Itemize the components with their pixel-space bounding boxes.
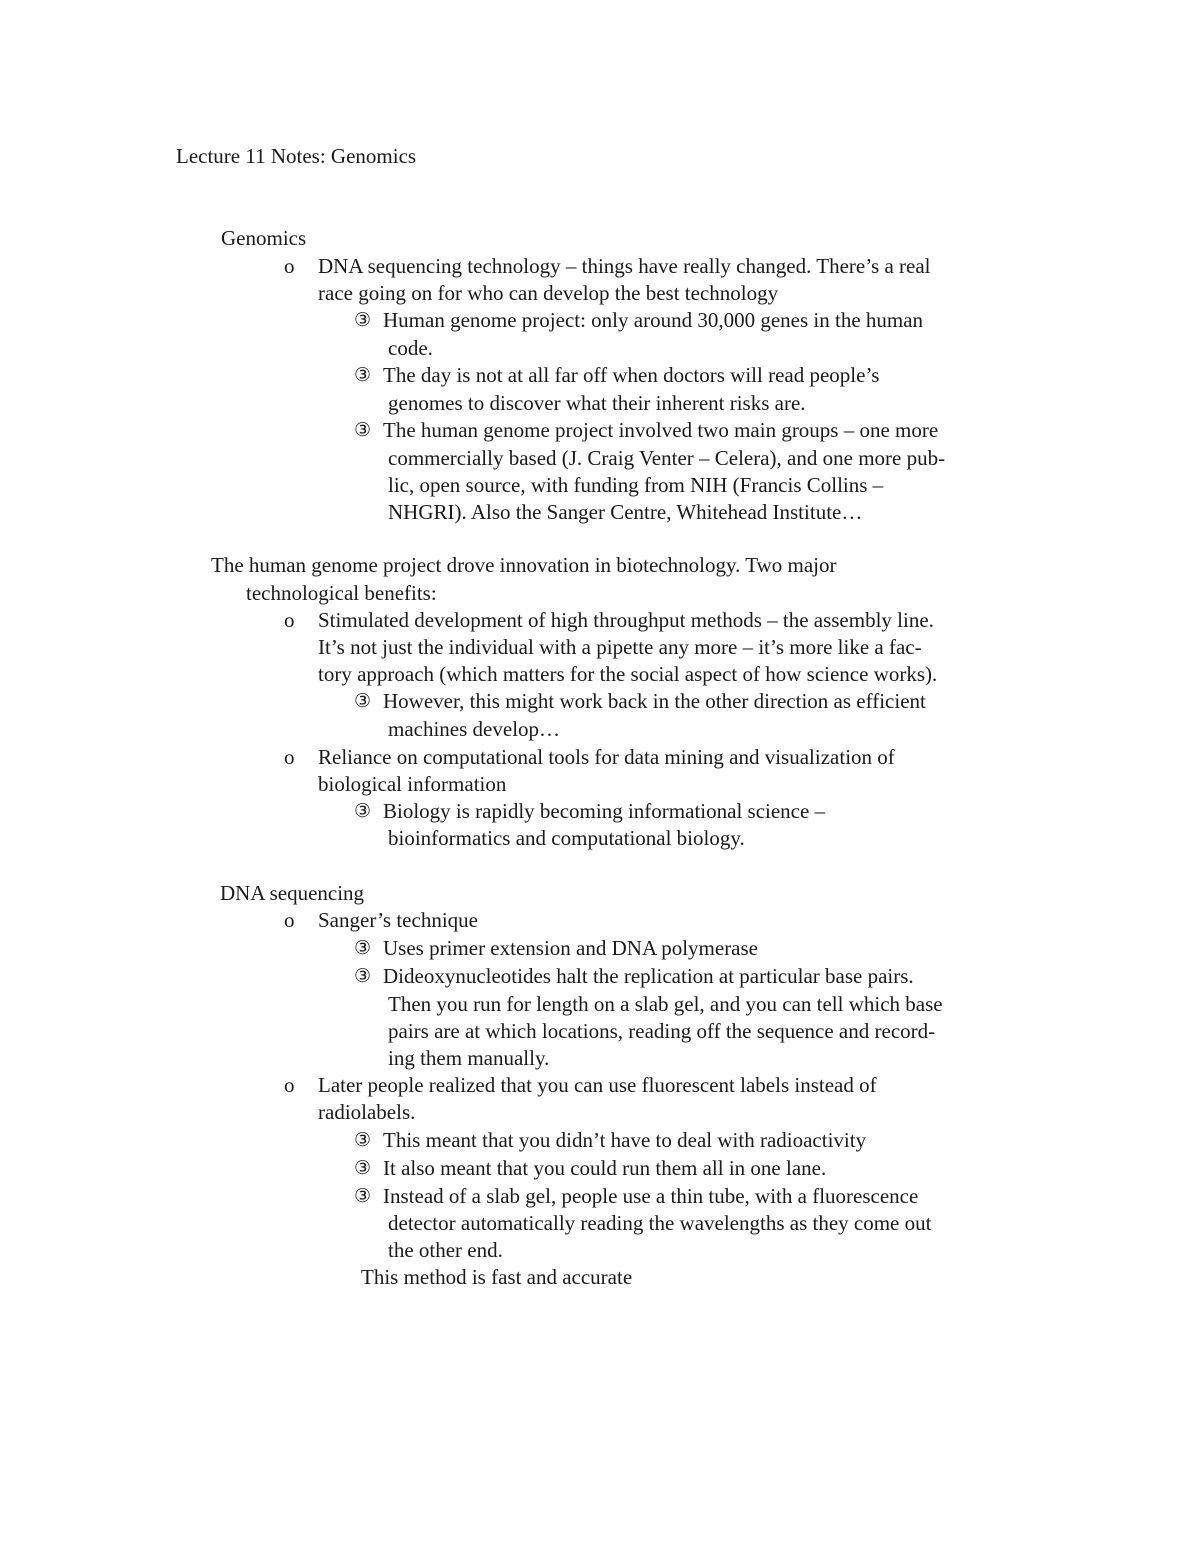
- list-bullet: o: [284, 1073, 295, 1097]
- sub-bullet-icon: ③: [354, 1158, 372, 1179]
- sub-bullet-icon: ③: [354, 691, 372, 712]
- sub-item-line: commercially based (J. Craig Venter – Celera), and one more pub-: [388, 446, 946, 470]
- sub-item-line: However, this might work back in the other direction as efficient: [383, 689, 926, 713]
- list-item-line: biological information: [318, 772, 507, 796]
- sub-item-line: The human genome project involved two main groups – one more: [383, 418, 939, 442]
- sub-item-line: machines develop…: [388, 717, 561, 741]
- sub-item-line: Then you run for length on a slab gel, and you can tell which base: [388, 992, 943, 1016]
- sub-bullet-icon: ③: [354, 938, 372, 959]
- sub-item-line: NHGRI). Also the Sanger Centre, Whitehead Institute…: [388, 500, 863, 524]
- list-bullet: o: [284, 745, 295, 769]
- list-item-line: Stimulated development of high throughput methods – the assembly line.: [318, 608, 934, 632]
- list-bullet: o: [284, 608, 295, 632]
- list-item-line: DNA sequencing technology – things have really changed. There’s a real: [318, 254, 931, 278]
- paragraph-line: technological benefits:: [246, 581, 437, 605]
- list-item-line: It’s not just the individual with a pipette any more – it’s more like a fac-: [318, 635, 922, 659]
- sub-bullet-icon: ③: [354, 801, 372, 822]
- sub-bullet-icon: ③: [354, 966, 372, 987]
- list-item-line: race going on for who can develop the best technology: [318, 281, 779, 305]
- list-item-line: Sanger’s technique: [318, 908, 478, 932]
- list-bullet: o: [284, 254, 295, 278]
- sub-item-line: It also meant that you could run them all in one lane.: [383, 1156, 827, 1180]
- closing-note: This method is fast and accurate: [361, 1265, 633, 1289]
- sub-item-line: ing them manually.: [388, 1046, 550, 1070]
- section-heading: Genomics: [221, 226, 307, 250]
- sub-bullet-icon: ③: [354, 365, 372, 386]
- sub-bullet-icon: ③: [354, 420, 372, 441]
- sub-item-line: lic, open source, with funding from NIH (Francis Collins –: [388, 473, 884, 497]
- sub-item-line: Biology is rapidly becoming informational science –: [383, 799, 826, 823]
- sub-item-line: Dideoxynucleotides halt the replication at particular base pairs.: [383, 964, 914, 988]
- document-title: Lecture 11 Notes: Genomics: [176, 144, 417, 168]
- sub-item-line: pairs are at which locations, reading off the sequence and record-: [388, 1019, 936, 1043]
- list-item-line: tory approach (which matters for the social aspect of how science works).: [318, 662, 938, 686]
- sub-item-line: Uses primer extension and DNA polymerase: [383, 936, 758, 960]
- sub-item-line: This meant that you didn’t have to deal with radioactivity: [383, 1128, 867, 1152]
- sub-item-line: The day is not at all far off when doctors will read people’s: [383, 363, 880, 387]
- sub-item-line: genomes to discover what their inherent risks are.: [388, 391, 806, 415]
- sub-item-line: the other end.: [388, 1238, 503, 1262]
- list-item-line: radiolabels.: [318, 1100, 416, 1124]
- sub-item-line: Human genome project: only around 30,000 genes in the human: [383, 308, 924, 332]
- sub-item-line: code.: [388, 336, 433, 360]
- sub-bullet-icon: ③: [354, 1130, 372, 1151]
- sub-item-line: Instead of a slab gel, people use a thin tube, with a fluorescence: [383, 1184, 919, 1208]
- paragraph-line: The human genome project drove innovation in biotechnology. Two major: [211, 553, 837, 577]
- list-item-line: Reliance on computational tools for data mining and visualization of: [318, 745, 895, 769]
- sub-bullet-icon: ③: [354, 1186, 372, 1207]
- list-bullet: o: [284, 908, 295, 932]
- section-heading: DNA sequencing: [220, 881, 365, 905]
- list-item-line: Later people realized that you can use fluorescent labels instead of: [318, 1073, 877, 1097]
- sub-item-line: bioinformatics and computational biology.: [388, 826, 745, 850]
- sub-bullet-icon: ③: [354, 310, 372, 331]
- sub-item-line: detector automatically reading the wavelengths as they come out: [388, 1211, 932, 1235]
